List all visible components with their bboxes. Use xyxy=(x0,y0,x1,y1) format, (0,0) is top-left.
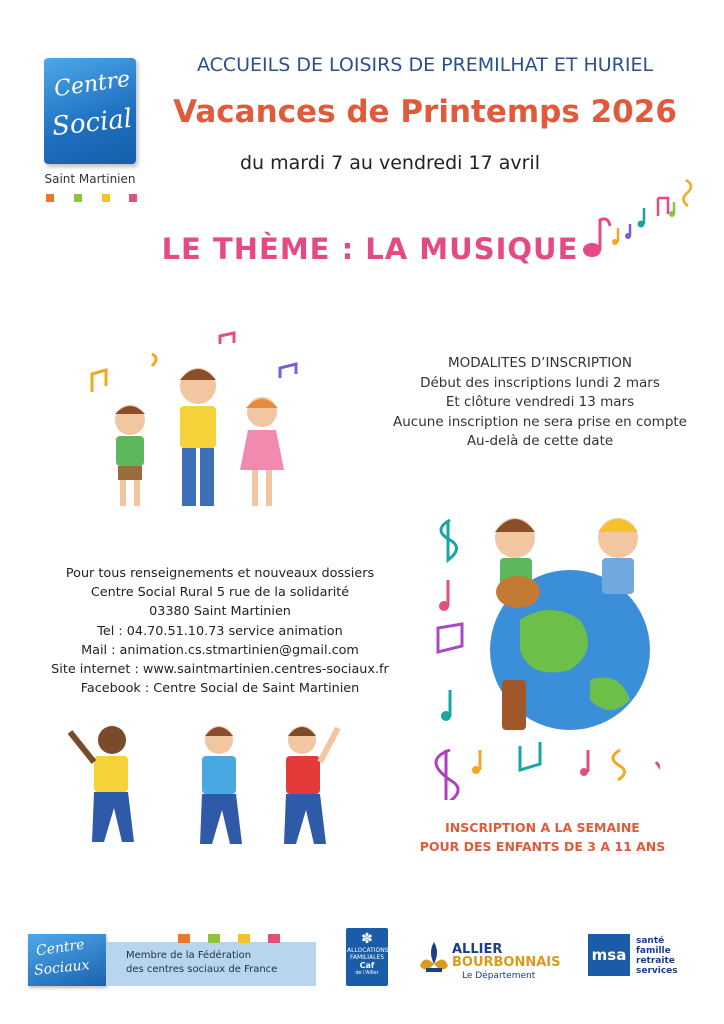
federation-text xyxy=(106,942,316,986)
allier-sub: Le Département xyxy=(462,971,536,981)
inscription-note xyxy=(400,818,685,856)
contact-info xyxy=(40,564,400,698)
inscription-line1: INSCRIPTION A LA SEMAINE xyxy=(445,820,640,835)
theme-title: LE THÈME : LA MUSIQUE xyxy=(161,232,579,266)
singing-kids-illustration xyxy=(80,330,310,520)
msa-word: santé xyxy=(636,936,665,946)
caf-text: ALLOCATIONS FAMILIALES xyxy=(347,947,389,961)
inscription-line2: POUR DES ENFANTS DE 3 A 11 ANS xyxy=(419,839,666,854)
registration-heading: MODALITES D’INSCRIPTION xyxy=(447,355,633,371)
registration-line: Début des inscriptions lundi 2 mars xyxy=(420,374,660,391)
logo-dot-pink xyxy=(129,194,137,202)
music-notes-illustration-top xyxy=(578,176,698,266)
federation-logo xyxy=(28,934,106,986)
dancing-kids-illustration xyxy=(64,718,354,852)
centre-social-logo xyxy=(44,58,136,164)
page-title: Vacances de Printemps 2026 xyxy=(173,94,677,130)
federation-line2: des centres sociaux de France xyxy=(126,964,278,975)
contact-city: 03380 Saint Martinien xyxy=(149,604,291,620)
federation-logo-line1: Centre xyxy=(35,936,86,960)
header-dates: du mardi 7 au vendredi 17 avril xyxy=(240,152,540,174)
federation-line1: Membre de la Fédération xyxy=(126,950,252,961)
logo-caption: Saint Martinien xyxy=(44,172,136,186)
fleur-de-lis-icon xyxy=(418,940,450,982)
music-note-icon xyxy=(583,219,610,257)
msa-words xyxy=(636,936,678,976)
caf-name: Caf xyxy=(359,961,375,970)
contact-facebook: Facebook : Centre Social de Saint Martinien xyxy=(80,681,360,697)
federation-square-pink xyxy=(268,934,280,943)
registration-line: Et clôture vendredi 13 mars xyxy=(445,394,635,410)
contact-address: Centre Social Rural 5 rue de la solidarité xyxy=(90,585,350,601)
caf-sub: de l'Allier xyxy=(355,970,379,976)
logo-dot-yellow xyxy=(102,194,110,202)
msa-logo xyxy=(588,934,688,980)
contact-line: Pour tous renseignements et nouveaux dossiers xyxy=(65,566,375,581)
federation-square-green xyxy=(208,934,220,943)
contact-phone: Tel : 04.70.51.10.73 service animation xyxy=(97,623,343,639)
federation-banner xyxy=(28,934,316,986)
msa-word: famille xyxy=(636,946,671,956)
registration-line: Au-delà de cette date xyxy=(466,433,614,449)
msa-word: retraite xyxy=(636,956,675,966)
msa-mark: msa xyxy=(588,934,630,976)
logo-dot-green xyxy=(74,194,82,202)
logo-dot-orange xyxy=(46,194,54,202)
contact-email: Mail : animation.cs.stmartinien@gmail.com xyxy=(81,642,359,658)
logo-text-line1: Centre xyxy=(52,66,132,103)
caf-emblem-icon: ✽ xyxy=(361,931,373,947)
allier-name-line1: ALLIER xyxy=(452,942,503,957)
header-subtitle: ACCUEILS DE LOISIRS DE PREMILHAT ET HURIEL xyxy=(196,54,654,76)
caf-logo xyxy=(346,928,388,986)
registration-details xyxy=(370,354,710,452)
logo-text-line2: Social xyxy=(50,103,134,143)
federation-square-orange xyxy=(178,934,190,943)
music-globe-illustration xyxy=(420,480,660,800)
msa-word: services xyxy=(636,966,678,976)
federation-logo-line2: Sociaux xyxy=(33,957,91,979)
federation-square-yellow xyxy=(238,934,250,943)
contact-website: Site internet : www.saintmartinien.centres-sociaux.fr xyxy=(51,662,389,678)
allier-bourbonnais-logo xyxy=(418,938,568,984)
allier-name-line2: BOURBONNAIS xyxy=(452,955,561,970)
registration-line: Aucune inscription ne sera prise en compte xyxy=(393,413,687,430)
